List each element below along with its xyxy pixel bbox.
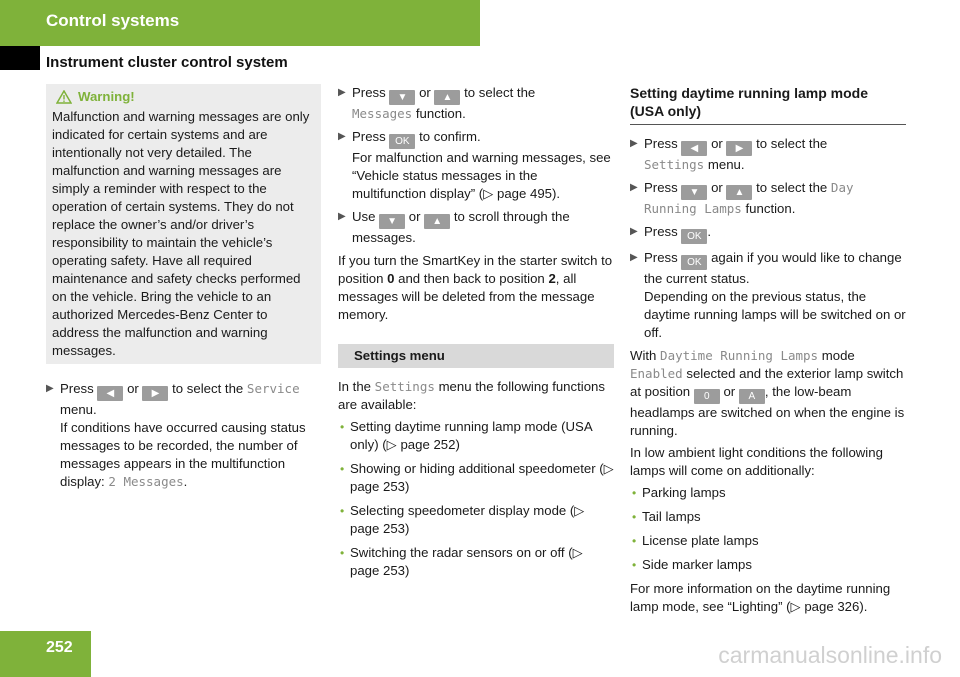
up-key-icon: ▲ — [726, 185, 752, 200]
ok-key-icon: OK — [389, 134, 415, 149]
page-number-box — [0, 631, 91, 677]
step-press-ok: ▶ Press OK . — [630, 224, 712, 242]
step-press-ok-again: ▶ Press OK again if you would like to change the current status. Depending on the previous status, the daytime running lamps will be switched on or off. — [630, 250, 906, 340]
ok-key-icon: OK — [681, 255, 707, 270]
page-subtitle: Instrument cluster control system — [46, 54, 288, 71]
ok-key-icon: OK — [681, 229, 707, 244]
page-number: 252 — [46, 639, 73, 656]
step-scroll-messages: ▶ Use ▼ or ▲ to scroll through the messages. — [338, 209, 570, 245]
settings-menu-heading: Settings menu — [338, 344, 614, 368]
list-item: • Switching the radar sensors on or off (▷ page 253) — [340, 545, 583, 578]
step-arrow-icon: ▶ — [630, 182, 638, 193]
up-key-icon: ▲ — [434, 90, 460, 105]
step-arrow-icon: ▶ — [630, 226, 638, 237]
step-arrow-icon: ▶ — [338, 87, 346, 98]
column-2 — [338, 84, 614, 586]
up-key-icon: ▲ — [424, 214, 450, 229]
enabled-label: Enabled — [630, 366, 683, 381]
daytime-mode-label: Daytime Running Lamps — [660, 348, 819, 363]
step-select-messages: ▶ Press ▼ or ▲ to select the Messages function. — [338, 85, 536, 121]
bullet-icon: • — [632, 486, 637, 500]
warning-title: Warning! — [78, 89, 135, 104]
list-item: • Setting daytime running lamp mode (USA only) (▷ page 252) — [340, 419, 592, 452]
column-3 — [630, 84, 906, 616]
step-arrow-icon: ▶ — [338, 131, 346, 142]
daytime-lamp-heading: Setting daytime running lamp mode (USA only) — [630, 84, 906, 125]
bullet-icon: • — [632, 510, 637, 524]
step-select-service: ▶ Press ◀ or ▶ to select the Service menu. If conditions have occurred causing status messages to be recorded, the number of messages appears in the multifunction display: 2 Messages. — [46, 381, 306, 489]
position-a-key-icon: A — [739, 389, 765, 404]
left-key-icon: ◀ — [681, 141, 707, 156]
bullet-icon: • — [340, 504, 345, 518]
down-key-icon: ▼ — [379, 214, 405, 229]
section-title: Control systems — [46, 11, 180, 30]
warning-header — [52, 88, 315, 106]
position-0-key-icon: 0 — [694, 389, 720, 404]
step-arrow-icon: ▶ — [630, 252, 638, 263]
list-item: • Parking lamps — [632, 485, 726, 500]
warning-text: Malfunction and warning messages are only indicated for certain systems and are intentionally not very detailed. The malfunction and warning messages are simply a reminder with respect to the operation of certain systems. They do not replace the owner’s and/or driver’s responsibility to maintain the vehicle’s operating safety. Have all required maintenance and safety checks performed on the vehicle. Bring the vehicle to an authorized Mercedes-Benz Center to address the malfunction and warning messages. — [52, 109, 310, 358]
low-light-paragraph: In low ambient light conditions the following lamps will come on additionally: — [630, 445, 883, 478]
messages-count-display: 2 Messages — [108, 474, 184, 489]
column-1 — [46, 84, 321, 496]
warning-box — [46, 84, 321, 364]
list-item: • Selecting speedometer display mode (▷ page 253) — [340, 503, 585, 536]
settings-menu-label: Settings — [374, 379, 435, 394]
left-key-icon: ◀ — [97, 386, 123, 401]
down-key-icon: ▼ — [389, 90, 415, 105]
right-key-icon: ▶ — [142, 386, 168, 401]
more-info-paragraph: For more information on the daytime running lamp mode, see “Lighting” (▷ page 326). — [630, 581, 891, 614]
list-item: • Side marker lamps — [632, 557, 752, 572]
bullet-icon: • — [340, 462, 345, 476]
step-arrow-icon: ▶ — [338, 211, 346, 222]
right-key-icon: ▶ — [726, 141, 752, 156]
running-lamps-function-label: Running Lamps — [644, 201, 742, 216]
smartkey-paragraph: If you turn the SmartKey in the starter switch to position 0 and then back to position 2, all messages will be deleted from the message memory. — [338, 253, 613, 322]
daytime-mode-paragraph: With Daytime Running Lamps mode Enabled selected and the exterior lamp switch at position 0 or A , the low-beam headlamps are switched on when the engine is running. — [630, 348, 905, 438]
step-confirm: ▶ Press OK to confirm. For malfunction and warning messages, see “Vehicle status messages in the multifunction display” (▷ page 495). — [338, 129, 611, 201]
step-select-settings: ▶ Press ◀ or ▶ to select the Settings menu. — [630, 136, 828, 172]
settings-intro: In the Settings menu the following functions are available: — [338, 379, 605, 412]
watermark: carmanualsonline.info — [718, 642, 942, 668]
day-function-label: Day — [830, 180, 854, 195]
list-item: • Showing or hiding additional speedometer (▷ page 253) — [340, 461, 614, 494]
messages-function-label: Messages — [352, 106, 413, 121]
settings-menu-label: Settings — [644, 157, 705, 172]
bullet-icon: • — [340, 420, 345, 434]
bullet-icon: • — [632, 558, 637, 572]
warning-triangle-icon — [56, 90, 72, 104]
step-arrow-icon: ▶ — [630, 138, 638, 149]
header-marker — [0, 46, 40, 70]
down-key-icon: ▼ — [681, 185, 707, 200]
step-arrow-icon: ▶ — [46, 383, 54, 394]
header-tab — [0, 0, 480, 46]
list-item: • License plate lamps — [632, 533, 759, 548]
service-menu-label: Service — [246, 381, 300, 396]
step-select-day-running: ▶ Press ▼ or ▲ to select the Day Running Lamps function. — [630, 180, 854, 216]
bullet-icon: • — [632, 534, 637, 548]
list-item: • Tail lamps — [632, 509, 701, 524]
bullet-icon: • — [340, 546, 345, 560]
